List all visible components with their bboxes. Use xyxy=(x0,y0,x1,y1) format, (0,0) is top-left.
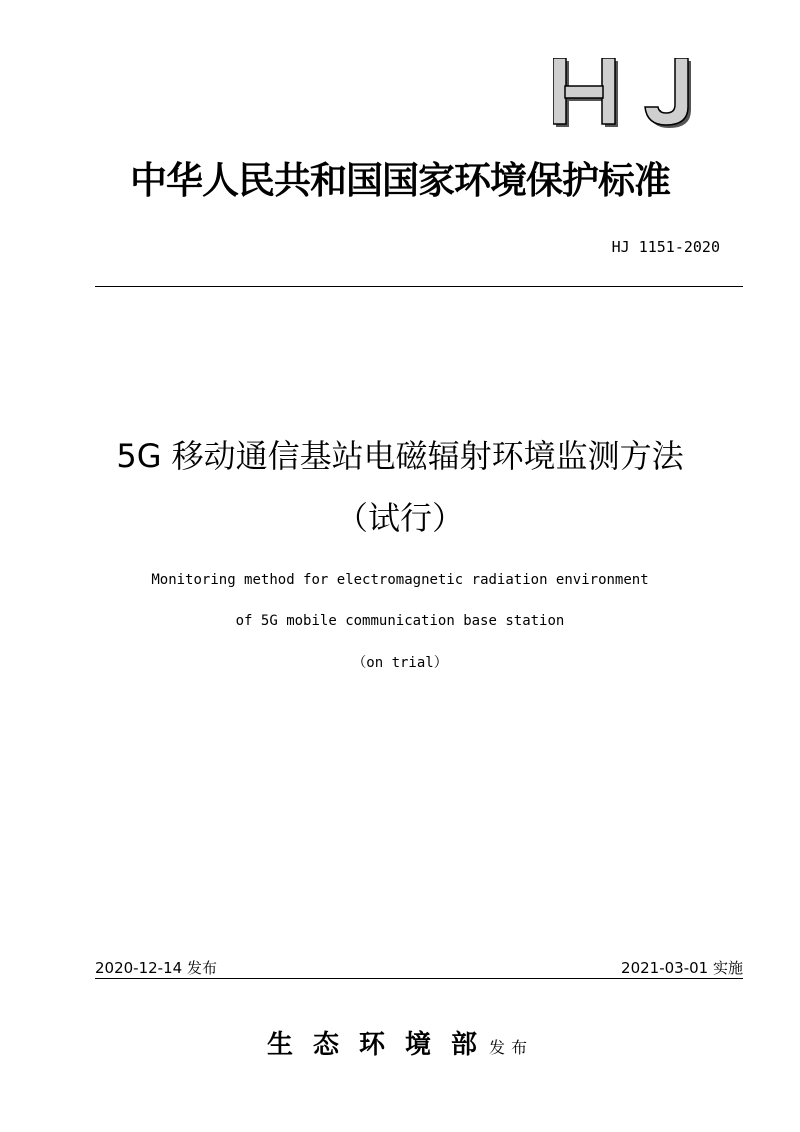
hj-logo xyxy=(553,58,703,130)
issuer-suffix: 发布 xyxy=(489,1038,534,1057)
org-title: 中华人民共和国国家环境保护标准 xyxy=(130,158,670,202)
issue-date: 2020-12-14 发布 xyxy=(95,959,217,977)
title-english-line-2: of 5G mobile communication base station xyxy=(235,613,565,629)
title-chinese-trial: （试行） xyxy=(335,499,464,537)
issuer-line xyxy=(0,1028,800,1065)
issuer-name: 生态环境部 xyxy=(266,1030,497,1060)
title-english-line-1: Monitoring method for electromagnetic radiation environment xyxy=(151,572,649,588)
title-english-line-3: （on trial） xyxy=(352,655,448,671)
standard-number: HJ 1151-2020 xyxy=(611,238,720,256)
header-divider xyxy=(95,286,743,287)
implementation-date: 2021-03-01 实施 xyxy=(621,959,743,977)
footer-divider xyxy=(95,978,743,979)
title-chinese: 5G 移动通信基站电磁辐射环境监测方法 xyxy=(116,437,684,475)
